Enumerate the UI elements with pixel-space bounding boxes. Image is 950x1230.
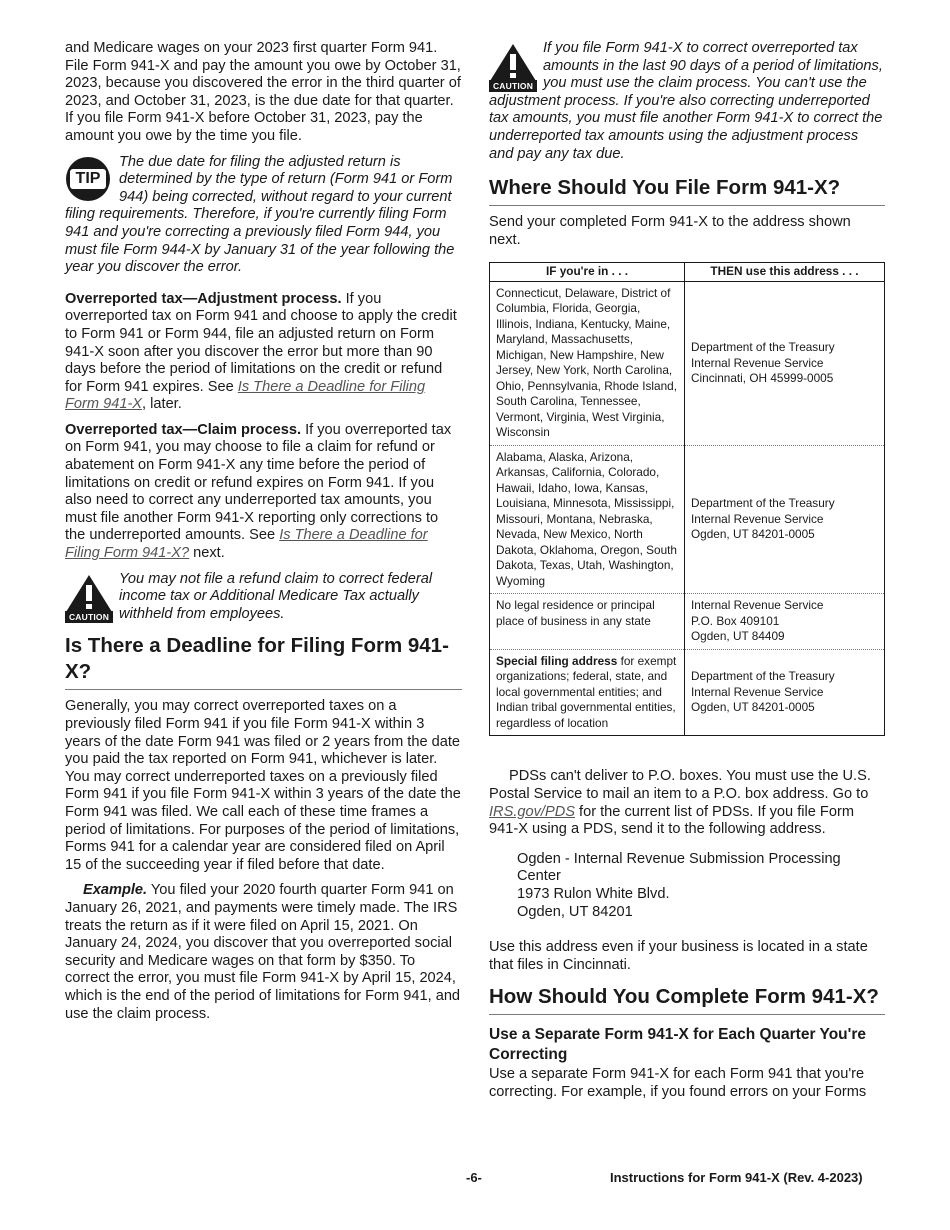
adjustment-after: , later. xyxy=(142,396,182,413)
caution-icon: CAUTION xyxy=(65,575,113,623)
caution-text-left: You may not file a refund claim to correct federal income tax or Additional Medicare Tax actually withheld from employees. xyxy=(119,570,433,622)
tip-text: The due date for filing the adjusted return is determined by the type of return (Form 941 or Form 944) being corrected, without regard to your current filing requirements. Therefore, if you're currently filing Form 941 and you're correcting a previously filed Form 944, you must file Form 944-X by January 31 of the year following the year you discover the error. xyxy=(65,153,455,276)
left-column xyxy=(65,40,462,1023)
address-cell: Internal Revenue Service P.O. Box 409101 Ogden, UT 84409 xyxy=(685,594,885,650)
address-table xyxy=(489,262,885,736)
where-text: Send your completed Form 941-X to the address shown next. xyxy=(489,214,851,248)
address-cell: Department of the Treasury Internal Revenue Service Ogden, UT 84201-0005 xyxy=(685,445,885,594)
state-cell: Special filing address for exempt organizations; federal, state, and local governmental entities; and Indian tribal governmental entities, regardless of location xyxy=(490,649,685,736)
state-cell: No legal residence or principal place of business in any state xyxy=(490,594,685,650)
state-cell: Connecticut, Delaware, District of Columbia, Florida, Georgia, Illinois, Indiana, Kentucky, Maine, Maryland, Massachusetts, Michigan, New Hampshire, New Jersey, New York, North Carolina, Ohio, Pennsylvania, Rhode Island, South Carolina, Tennessee, Vermont, Virginia, West Virginia, Wisconsin xyxy=(490,281,685,445)
claim-paragraph xyxy=(65,422,462,563)
caution-text-right: If you file Form 941-X to correct overreported tax amounts in the last 90 days of a period of limitations, you must use the claim process. You can't use the adjustment process. If you're also correcting underreported tax amounts, you must file another Form 941-X to correct the underreported tax amounts using the adjustment process and pay any tax due. xyxy=(489,40,883,162)
ogden-address-line: Ogden, UT 84201 xyxy=(517,903,633,920)
caution-note-left xyxy=(65,571,462,624)
caution-note-right xyxy=(489,40,885,163)
state-cell: Alabama, Alaska, Arizona, Arkansas, California, Colorado, Hawaii, Idaho, Iowa, Kansas, Louisiana, Minnesota, Mississippi, Missouri, Montana, Nebraska, Nevada, New Mexico, North Dakota, Oklahoma, Oregon, South Dakota, Texas, Utah, Washington, Wyoming xyxy=(490,445,685,594)
deadline-heading: Is There a Deadline for Filing Form 941-X? xyxy=(65,633,462,690)
table-row xyxy=(490,594,885,650)
adjustment-heading: Overreported tax—Adjustment process. xyxy=(65,290,342,307)
deadline-link[interactable]: Is There a Deadline for Filing Form 941-X xyxy=(65,378,426,413)
right-column xyxy=(489,40,885,1102)
tip-note xyxy=(65,154,462,277)
separate-heading: Use a Separate Form 941-X for Each Quarter You're Correcting xyxy=(489,1026,866,1063)
table-row xyxy=(490,445,885,594)
page-number: -6- xyxy=(466,1170,482,1185)
table-row xyxy=(490,281,885,445)
pds-text: PDSs can't deliver to P.O. boxes. You must use the U.S. Postal Service to mail an item to a P.O. box address. Go to xyxy=(489,768,871,802)
claim-text: If you overreported tax on Form 941, you may choose to file a claim for refund or abatement on Form 941-X any time before the period of limitations on credit or refund expires on Form 941. If you also need to correct any underreported tax amounts, you must file another Form 941-X reporting only corrections to the underreported amounts. See xyxy=(65,421,452,544)
separate-text: Use a separate Form 941-X for each Form 941 that you're correcting. For example, if you found errors on your Forms xyxy=(489,1066,867,1101)
address-cell: Department of the Treasury Internal Revenue Service Cincinnati, OH 45999-0005 xyxy=(685,281,885,445)
deadline-link-2[interactable]: Is There a Deadline for Filing Form 941-X? xyxy=(65,527,428,562)
pds-paragraph xyxy=(489,768,885,838)
adjustment-paragraph xyxy=(65,291,462,414)
irs-pds-link[interactable]: IRS.gov/PDS xyxy=(489,803,575,820)
ogden-address xyxy=(489,851,885,921)
example-label: Example. xyxy=(83,882,148,899)
pds-after: for the current list of PDSs. If you file Form 941-X using a PDS, send it to the following address. xyxy=(489,803,854,838)
table-header-state: IF you're in . . . xyxy=(490,263,685,282)
how-heading: How Should You Complete Form 941-X? xyxy=(489,984,885,1015)
example-text: You filed your 2020 fourth quarter Form 941 on January 26, 2021, and payments were timely made. The IRS treats the return as if it were filed on April 15, 2021. On January 24, 2024, you discover that you overreported social security and Medicare wages on that form by $350. To correct the error, you must file Form 941-X by April 15, 2024, which is the end of the period of limitations for Form 941, and use the claim process. xyxy=(65,882,461,1022)
address-cell: Department of the Treasury Internal Revenue Service Ogden, UT 84201-0005 xyxy=(685,649,885,736)
claim-heading: Overreported tax—Claim process. xyxy=(65,421,302,438)
table-header-address: THEN use this address . . . xyxy=(685,263,885,282)
where-heading: Where Should You File Form 941-X? xyxy=(489,175,885,206)
ogden-address-line: 1973 Rulon White Blvd. xyxy=(517,885,670,902)
tip-icon: TIP xyxy=(65,156,113,202)
claim-after: next. xyxy=(189,545,225,562)
example-paragraph xyxy=(65,882,462,1023)
use-address-text: Use this address even if your business is located in a state that files in Cincinnati. xyxy=(489,939,868,973)
deadline-paragraph: Generally, you may correct overreported taxes on a previously filed Form 941 if you file Form 941-X within 3 years of the date Form 941 was filed or 2 years from the date you paid the tax reported on Form 941, whichever is later. You may correct underreported taxes on a previously filed Form 941 if you file Form 941-X within 3 years of the date the Form 941 was filed. We call each of these time frames a period of limitations. For purposes of the period of limitations, Forms 941 for a calendar year are considered filed on April 15 of the succeeding year if filed before that date. xyxy=(65,698,461,873)
adjustment-text: If you overreported tax on Form 941 and choose to apply the credit to Form 941 or Form 944, file an adjusted return on Form 941-X soon after you discover the error but more than 90 days before the period of limitations on the credit or refund for Form 941 expires. See xyxy=(65,290,457,395)
ogden-address-line: Ogden - Internal Revenue Submission Processing Center xyxy=(517,850,841,885)
caution-icon: CAUTION xyxy=(489,44,537,92)
table-row xyxy=(490,649,885,736)
footer-title: Instructions for Form 941-X (Rev. 4-2023) xyxy=(610,1170,863,1185)
intro-paragraph: and Medicare wages on your 2023 first quarter Form 941. File Form 941-X and pay the amount you owe by October 31, 2023, because you discovered the error in the third quarter of 2023, and October 31, 2023, is the due date for that quarter. If you file Form 941-X before October 31, 2023, pay the amount you owe by the time you file. xyxy=(65,40,461,144)
